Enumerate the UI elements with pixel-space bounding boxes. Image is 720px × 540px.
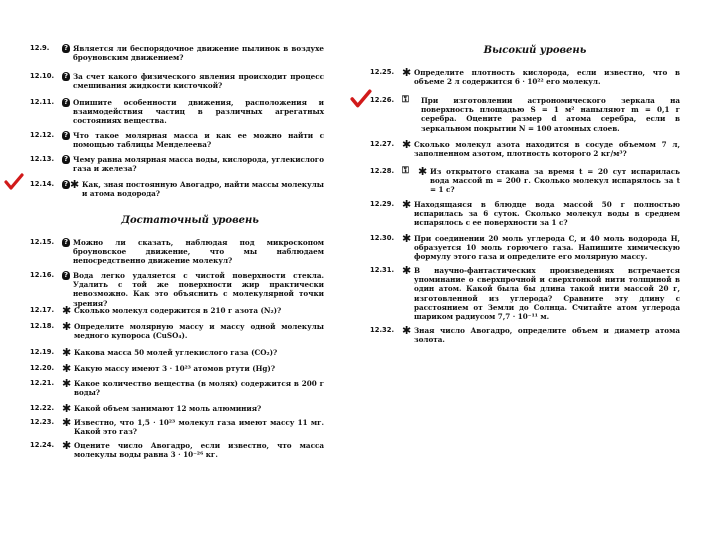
problem-number: 12.10. [30,72,55,80]
problem-number: 12.19. [30,348,55,356]
problem-number: 12.32. [370,326,395,334]
problem-number: 12.20. [30,364,55,372]
problem-12-20 [30,364,324,373]
star-icon: ✱ [402,232,412,245]
problem-12-29 [370,200,680,228]
problem-12-21 [30,379,324,397]
problem-12-15 [30,238,324,266]
question-icon: ? [63,44,69,52]
problem-text: Определите плотность кислорода, если известно, что в объеме 2 л содержится 6 · 10²² его молекул. [414,68,680,87]
problem-text: Какое количество вещества (в молях) содержится в 200 г воды? [74,379,324,398]
question-icon: ? [63,271,69,279]
problem-12-32 [370,326,680,344]
problem-number: 12.27. [370,140,395,148]
problem-12-22 [30,404,324,413]
problem-number: 12.31. [370,266,395,274]
check-mark-icon [4,172,24,192]
problem-12-27 [370,140,680,158]
question-icon: ? [63,72,69,80]
problem-text: При изготовлении астрономического зеркала на поверхность площадью S = 1 м² напыляют m = 0,1 г серебра. Оцените размер d атома серебра, если в зеркальном покрытии N = 100 атомных слоев. [421,96,680,133]
problem-12-17 [30,306,324,315]
problem-12-28 [370,167,680,195]
star-icon: ✱ [62,304,72,317]
problem-number: 12.26. [370,96,395,104]
problem-number: 12.13. [30,155,55,163]
problem-number: 12.11. [30,98,55,106]
problem-text: Сколько молекул азота находится в сосуде объемом 7 л, заполненном азотом, плотность которого 2 кг/м³? [414,140,680,159]
problem-12-11 [30,98,324,126]
check-mark-icon [350,88,372,110]
problem-text: Вода легко удаляется с чистой поверхности стекла. Удалить с той же поверхности жир практически невозможно. Как это объяснить с молекулярной точки зрения? [73,271,324,308]
problem-text: Находящаяся в блюдце вода массой 50 г полностью испарилась за 6 суток. Сколько молекул воды в среднем испарялось с ее поверхности за 1 с? [414,200,680,228]
problem-text: Оцените число Авогадро, если известно, что масса молекулы воды равна 3 · 10⁻²⁶ кг. [74,441,324,460]
star-icon: ✱ [62,439,72,452]
star-icon: ✱ [402,198,412,211]
problem-number: 12.30. [370,234,395,242]
star-icon: ✱ [62,377,72,390]
problem-number: 12.14. [30,180,55,188]
problem-text: Какова масса 50 молей углекислого газа (CO₂)? [74,348,278,357]
problem-12-16 [30,271,324,308]
problem-number: 12.9. [30,44,50,52]
problem-text: Можно ли сказать, наблюдая под микроскопом броуновское движение, что мы наблюдаем непосредственно движение молекул? [73,238,324,266]
problem-text: Сколько молекул содержится в 210 г азота (N₂)? [74,306,282,315]
problem-12-13 [30,155,324,173]
problem-number: 12.17. [30,306,55,314]
problem-12-19 [30,348,324,357]
problem-12-14 [30,180,324,198]
level-heading-high: Высокий уровень [483,45,587,56]
star-icon: ✱ [70,178,80,191]
question-icon: ? [63,98,69,106]
problem-text: Какую массу имеют 3 · 10²³ атомов ртути (Hg)? [74,364,276,373]
problem-number: 12.29. [370,200,395,208]
star-icon: ✱ [402,264,412,277]
problem-12-31 [370,266,680,321]
problem-text: При соединении 20 моль углерода C, и 40 моль водорода H, образуется 10 моль горючего газа. Напишите химическую формулу этого газа и определите его молярную массу. [414,234,680,262]
problem-text: Какой объем занимают 12 моль алюминия? [74,404,262,413]
problem-text: Определите молярную массу и массу одной молекулы медного купороса (CuSO₄). [74,322,324,341]
problem-text: За счет какого физического явления происходит процесс смешивания жидкости кисточкой? [73,72,324,91]
question-icon: ? [63,238,69,246]
problem-number: 12.28. [370,167,395,175]
problem-12-30 [370,234,680,262]
problem-12-24 [30,441,324,459]
problem-12-25 [370,68,680,86]
star-icon: ✱ [62,320,72,333]
star-icon: ✱ [418,165,428,178]
problem-number: 12.25. [370,68,395,76]
problem-number: 12.16. [30,271,55,279]
star-icon: ✱ [402,324,412,337]
key-icon: ⚿ [402,166,409,176]
problem-number: 12.12. [30,131,55,139]
star-icon: ✱ [402,66,412,79]
key-icon: ⚿ [402,95,409,105]
problem-number: 12.18. [30,322,55,330]
problem-number: 12.21. [30,379,55,387]
star-icon: ✱ [62,346,72,359]
problem-text: Зная число Авогадро, определите объем и диаметр атома золота. [414,326,680,345]
problem-text: Как, зная постоянную Авогадро, найти массы молекулы и атома водорода? [82,180,324,199]
problem-12-12 [30,131,324,149]
problem-12-26 [370,96,680,133]
problem-12-10 [30,72,324,90]
problem-12-18 [30,322,324,340]
problem-number: 12.24. [30,441,55,449]
problem-number: 12.23. [30,418,55,426]
star-icon: ✱ [62,402,72,415]
problem-text: Является ли беспорядочное движение пылинок в воздухе броуновским движением? [73,44,324,63]
question-icon: ? [63,131,69,139]
level-heading-sufficient: Достаточный уровень [121,215,259,226]
problem-12-23 [30,418,324,436]
star-icon: ✱ [402,138,412,151]
problem-text: Из открытого стакана за время t = 20 сут испарилась вода массой m = 200 г. Сколько молекул испарялось за t = 1 с? [430,167,680,195]
problem-text: Известно, что 1,5 · 10²³ молекул газа имеют массу 11 мг. Какой это газ? [74,418,324,437]
question-icon: ? [63,180,69,188]
problem-text: Опишите особенности движения, расположения и взаимодействия частиц в различных агрегатных состояниях вещества. [73,98,324,126]
question-icon: ? [63,155,69,163]
problem-number: 12.22. [30,404,55,412]
star-icon: ✱ [62,416,72,429]
problem-text: Чему равна молярная масса воды, кислорода, углекислого газа и железа? [73,155,324,174]
problem-12-9 [30,44,324,62]
problem-text: Что такое молярная масса и как ее можно найти с помощью таблицы Менделеева? [73,131,324,150]
problem-text: В научно-фантастических произведениях встречается упоминание о сверхпрочной и сверхтонкой нити толщиной в один атом. Какой была бы длина такой нити массой 20 г, изготовленной из углерода? Сравните эту длину с расстоянием от Земли до Солнца. Считайте атом углерода шариком радиусом 7,7 · 10⁻¹¹ м. [414,266,680,322]
star-icon: ✱ [62,362,72,375]
problem-number: 12.15. [30,238,55,246]
